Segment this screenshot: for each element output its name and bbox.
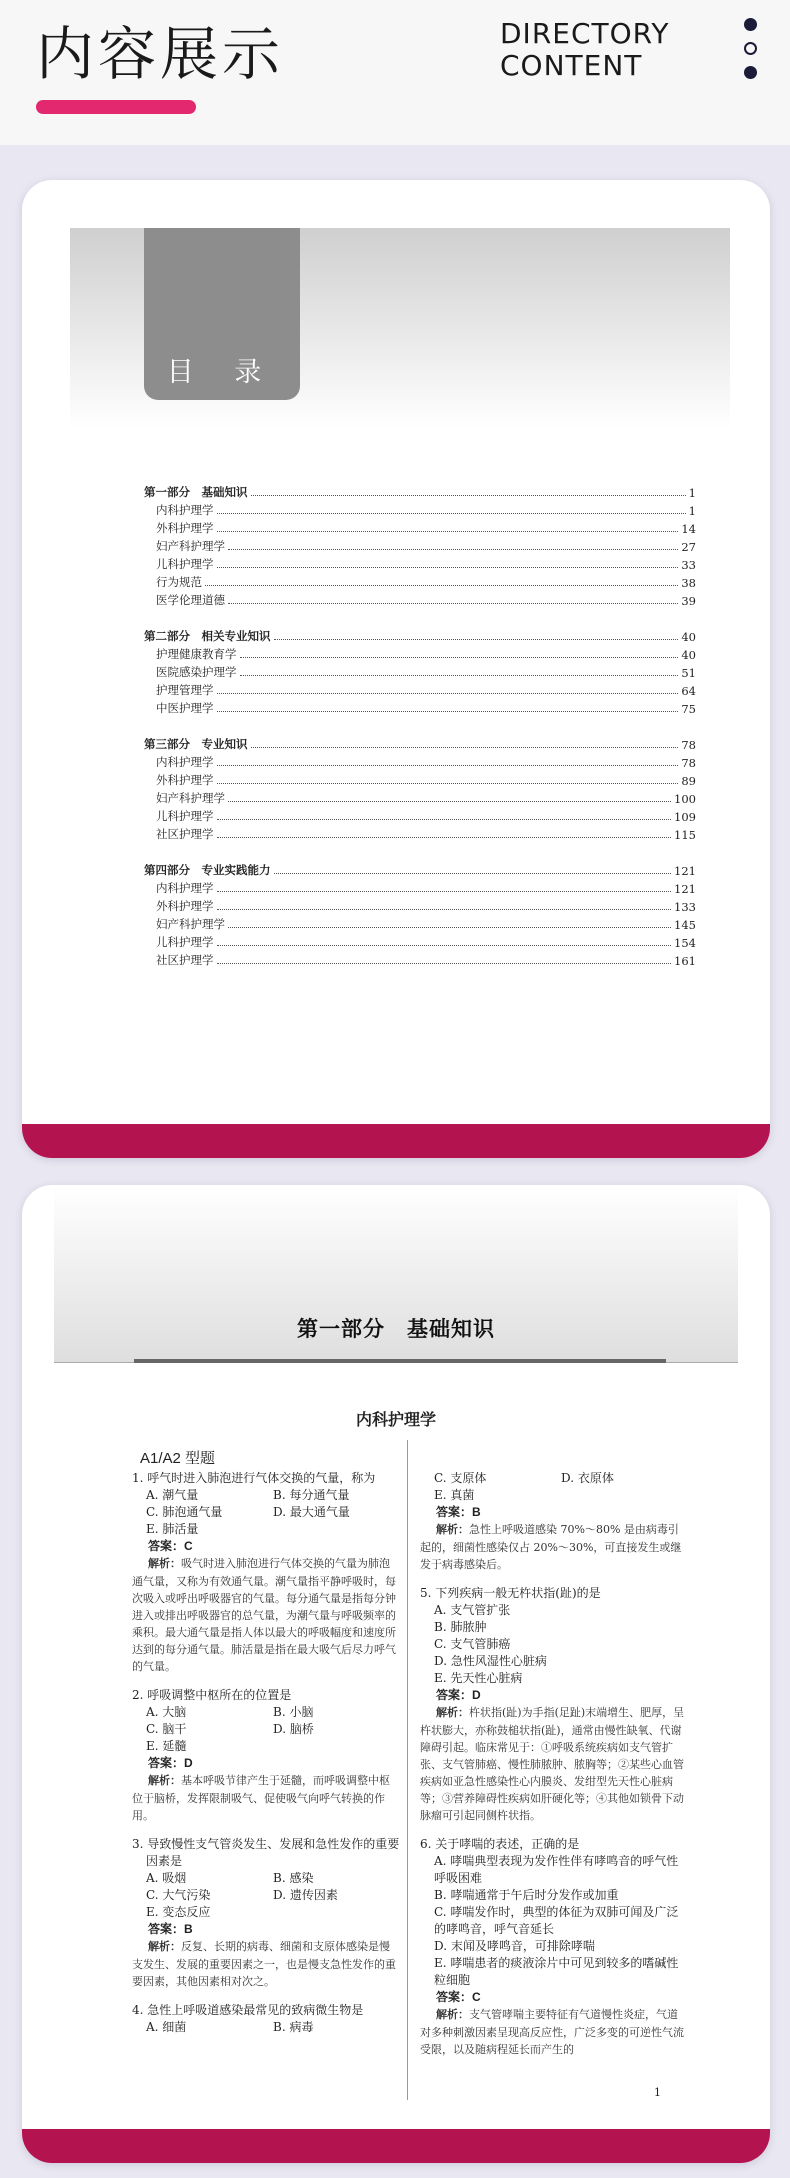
toc-entry xyxy=(144,518,696,536)
toc-entry-page: 161 xyxy=(674,954,696,968)
question-option: D. 急性风湿性心脏病 xyxy=(434,1654,547,1668)
toc-entry-title: 行为规范 xyxy=(156,575,202,589)
toc-entry-page: 40 xyxy=(681,648,696,662)
toc-part-title: 第一部分 基础知识 xyxy=(144,485,248,499)
toc-entry-title: 护理健康教育学 xyxy=(156,647,237,661)
analysis-label: 解析： xyxy=(148,1941,181,1953)
answer-line: 答案：C xyxy=(148,1539,193,1553)
question-item xyxy=(132,1470,400,1675)
analysis-label: 解析： xyxy=(436,2009,469,2021)
toc-entry-page: 1 xyxy=(688,504,696,518)
header-english-line1: DIRECTORY xyxy=(500,17,670,50)
question-stem: 6. 关于哮喘的表述，正确的是 xyxy=(420,1837,580,1851)
sample-page-card xyxy=(22,1185,770,2163)
question-item xyxy=(420,1836,688,2058)
analysis-label: 解析： xyxy=(436,1524,469,1536)
analysis-body: 基本呼吸节律产生于延髓，而呼吸调整中枢位于脑桥，发挥限制吸气、促使吸气向呼气转换的作用。 xyxy=(132,1774,390,1822)
toc-part xyxy=(144,734,696,752)
analysis-body: 杵状指(趾)为手指(足趾)末端增生、肥厚，呈杵状膨大，亦称鼓槌状指(趾)，通常由慢性缺氧、代谢障碍引起。临床常见于：①呼吸系统疾病如支气管扩张、支气管肺癌、慢性肺脓肿、脓胸等；②某些心血管疾病如亚急性感染性心内膜炎、发绀型先天性心脏病等；③营养障碍性疾病如肝硬化等；④其他如锁骨下动脉瘤可引起同侧杵状指。 xyxy=(420,1706,685,1822)
header-title: 内容展示 xyxy=(36,20,285,88)
toc-entry xyxy=(144,914,696,932)
toc-entry-title: 社区护理学 xyxy=(156,827,214,841)
question-option: C. 支气管肺癌 xyxy=(434,1637,511,1651)
question-option: C. 大气污染 xyxy=(146,1888,211,1902)
header-english xyxy=(500,18,669,82)
header-accent-bar xyxy=(36,100,196,114)
divider-thick xyxy=(134,1359,666,1363)
answer-line: 答案：D xyxy=(436,1688,481,1702)
dot-leader xyxy=(251,495,686,496)
toc-entry-title: 内科护理学 xyxy=(156,881,214,895)
toc-entry xyxy=(144,536,696,554)
dot-leader xyxy=(217,693,679,694)
toc-part-title: 第二部分 相关专业知识 xyxy=(144,629,271,643)
toc-entry xyxy=(144,680,696,698)
dot-leader xyxy=(205,585,678,586)
toc-entry-page: 145 xyxy=(674,918,696,932)
dot-leader xyxy=(217,837,672,838)
question-item xyxy=(420,1470,688,1573)
toc-entry-title: 医学伦理道德 xyxy=(156,593,225,607)
toc-group xyxy=(144,626,696,716)
toc-entry-page: 100 xyxy=(674,792,696,806)
toc-entry xyxy=(144,770,696,788)
toc-entry-page: 115 xyxy=(674,828,696,842)
dot-leader xyxy=(240,657,679,658)
question-options xyxy=(132,1487,400,1538)
toc-entry xyxy=(144,932,696,950)
question-options xyxy=(420,1602,688,1687)
question-option: D. 末闻及哮鸣音，可排除哮喘 xyxy=(434,1939,595,1953)
answer-line: 答案：D xyxy=(148,1756,193,1770)
toc-entry-page: 33 xyxy=(681,558,696,572)
question-item xyxy=(132,1687,400,1824)
question-option: C. 支原体 xyxy=(434,1471,487,1485)
dot-leader xyxy=(217,891,672,892)
toc-entry-page: 75 xyxy=(681,702,696,716)
dot-leader xyxy=(217,909,672,910)
toc-entry-title: 护理管理学 xyxy=(156,683,214,697)
question-options xyxy=(420,1470,688,1504)
toc-entry-title: 外科护理学 xyxy=(156,521,214,535)
toc-part-page: 121 xyxy=(674,864,696,878)
dot-leader xyxy=(274,873,672,874)
dot-leader xyxy=(274,639,679,640)
dot-leader xyxy=(217,945,672,946)
section-title: 第一部分 基础知识 xyxy=(297,1316,495,1341)
toc-entry-page: 109 xyxy=(674,810,696,824)
dot-leader xyxy=(228,549,678,550)
question-option: C. 哮喘发作时，典型的体征为双肺可闻及广泛的哮鸣音，呼气音延长 xyxy=(434,1905,679,1936)
toc-group xyxy=(144,482,696,608)
answer-line: 答案：C xyxy=(436,1990,481,2004)
toc-entry-page: 154 xyxy=(674,936,696,950)
answer-line: 答案：B xyxy=(148,1922,193,1936)
toc-entry-title: 社区护理学 xyxy=(156,953,214,967)
toc-part-title: 第三部分 专业知识 xyxy=(144,737,248,751)
toc-entry-title: 内科护理学 xyxy=(156,503,214,517)
toc-entry-title: 妇产科护理学 xyxy=(156,791,225,805)
toc-list xyxy=(144,482,696,986)
toc-entry xyxy=(144,590,696,608)
toc-group xyxy=(144,860,696,968)
toc-entry xyxy=(144,878,696,896)
dot-leader xyxy=(228,801,671,802)
toc-group xyxy=(144,734,696,842)
dot-leader xyxy=(217,765,679,766)
toc-entry-title: 儿科护理学 xyxy=(156,557,214,571)
analysis-label: 解析： xyxy=(148,1775,181,1787)
toc-entry-page: 27 xyxy=(681,540,696,554)
page-header xyxy=(0,0,790,145)
toc-entry xyxy=(144,950,696,968)
question-stem: 3. 导致慢性支气管炎发生、发展和急性发作的重要因素是 xyxy=(132,1837,400,1868)
toc-entry-page: 38 xyxy=(681,576,696,590)
analysis-text xyxy=(420,1704,688,1824)
toc-entry-page: 78 xyxy=(681,756,696,770)
analysis-body: 反复、长期的病毒、细菌和支原体感染是慢支发生、发展的重要因素之一，也是慢支急性发作的重要因素，其他因素相对次之。 xyxy=(132,1940,396,1988)
question-option: E. 先天性心脏病 xyxy=(434,1671,523,1685)
toc-entry-page: 133 xyxy=(674,900,696,914)
toc-label: 目 录 xyxy=(166,357,278,388)
toc-entry-page: 64 xyxy=(681,684,696,698)
question-option: B. 病毒 xyxy=(273,2020,314,2034)
question-option: D. 遗传因素 xyxy=(273,1888,338,1902)
toc-entry-title: 妇产科护理学 xyxy=(156,539,225,553)
card-footer-bar xyxy=(22,2129,770,2163)
toc-entry xyxy=(144,572,696,590)
question-option: C. 脑干 xyxy=(146,1722,187,1736)
question-options xyxy=(132,2019,400,2036)
question-stem: 2. 呼吸调整中枢所在的位置是 xyxy=(132,1688,292,1702)
analysis-text xyxy=(132,1938,400,1990)
analysis-text xyxy=(420,1521,688,1573)
analysis-text xyxy=(420,2006,688,2058)
toc-entry-title: 内科护理学 xyxy=(156,755,214,769)
question-option: A. 支气管扩张 xyxy=(434,1603,511,1617)
pager-dot-filled-icon xyxy=(744,66,757,79)
question-type: A1/A2 型题 xyxy=(140,1450,216,1467)
question-option: D. 脑桥 xyxy=(273,1722,314,1736)
header-english-line2: CONTENT xyxy=(500,49,643,82)
toc-entry-title: 妇产科护理学 xyxy=(156,917,225,931)
toc-entry-page: 51 xyxy=(681,666,696,680)
toc-entry-title: 外科护理学 xyxy=(156,773,214,787)
question-option: E. 变态反应 xyxy=(146,1905,211,1919)
toc-entry xyxy=(144,662,696,680)
question-stem: 4. 急性上呼吸道感染最常见的致病微生物是 xyxy=(132,2003,364,2017)
analysis-body: 支气管哮喘主要特征有气道慢性炎症，气道对多种刺激因素呈现高反应性，广泛多变的可逆性气流受限，以及随病程延长而产生的 xyxy=(420,2008,684,2056)
analysis-text xyxy=(132,1555,400,1675)
dot-leader xyxy=(217,531,679,532)
question-option: D. 最大通气量 xyxy=(273,1505,350,1519)
answer-line: 答案：B xyxy=(436,1505,481,1519)
dot-leader xyxy=(228,603,678,604)
analysis-body: 急性上呼吸道感染 70%～80% 是由病毒引起的，细菌性感染仅占 20%～30%，可直接发生或继发于病毒感染后。 xyxy=(420,1523,682,1571)
question-option: A. 大脑 xyxy=(146,1705,187,1719)
toc-entry-title: 医院感染护理学 xyxy=(156,665,237,679)
toc-entry xyxy=(144,788,696,806)
toc-entry-page: 89 xyxy=(681,774,696,788)
analysis-body: 吸气时进入肺泡进行气体交换的气量为肺泡通气量，又称为有效通气量。潮气量指平静呼吸时，每次吸入或呼出呼吸器官的气量。每分通气量是指每分钟进入或排出呼吸器官的总气量，为潮气量与呼吸频率的乘积。最大通气量是指人体以最大的呼吸幅度和速度所达到的每分通气量。肺活量是指在最大吸气后尽力呼气的气量。 xyxy=(132,1557,396,1673)
dot-leader xyxy=(240,675,679,676)
dot-leader xyxy=(217,783,679,784)
question-option: B. 肺脓肿 xyxy=(434,1620,487,1634)
question-column-left xyxy=(132,1470,400,2048)
toc-entry xyxy=(144,500,696,518)
toc-entry xyxy=(144,554,696,572)
question-option: C. 肺泡通气量 xyxy=(146,1505,223,1519)
question-option: B. 感染 xyxy=(273,1871,314,1885)
pager-dot-outline-icon xyxy=(744,42,757,55)
question-option: A. 潮气量 xyxy=(146,1488,199,1502)
analysis-text xyxy=(132,1772,400,1824)
toc-card xyxy=(22,180,770,1158)
question-option: A. 哮喘典型表现为发作性伴有哮鸣音的呼气性呼吸困难 xyxy=(434,1854,679,1885)
dot-leader xyxy=(217,567,679,568)
toc-part xyxy=(144,482,696,500)
dot-leader xyxy=(217,711,679,712)
question-item xyxy=(420,1585,688,1824)
question-stem: 1. 呼气时进入肺泡进行气体交换的气量，称为 xyxy=(132,1471,376,1485)
toc-part-title: 第四部分 专业实践能力 xyxy=(144,863,271,877)
toc-entry xyxy=(144,806,696,824)
analysis-label: 解析： xyxy=(436,1707,469,1719)
dot-leader xyxy=(217,819,672,820)
question-options xyxy=(420,1853,688,1989)
question-stem: 5. 下列疾病一般无杵状指(趾)的是 xyxy=(420,1586,601,1600)
toc-entry-page: 39 xyxy=(681,594,696,608)
question-option: D. 衣原体 xyxy=(561,1471,614,1485)
toc-entry-title: 儿科护理学 xyxy=(156,935,214,949)
toc-entry-title: 外科护理学 xyxy=(156,899,214,913)
toc-entry xyxy=(144,752,696,770)
dot-leader xyxy=(251,747,679,748)
toc-entry-title: 儿科护理学 xyxy=(156,809,214,823)
question-column-right xyxy=(420,1470,688,2070)
question-option: B. 哮喘通常于午后时分发作或加重 xyxy=(434,1888,619,1902)
toc-part-page: 40 xyxy=(681,630,696,644)
dot-leader xyxy=(217,963,672,964)
page-number: 1 xyxy=(654,2086,661,2099)
question-option: E. 延髓 xyxy=(146,1739,187,1753)
question-option: A. 吸烟 xyxy=(146,1871,187,1885)
question-options xyxy=(132,1704,400,1755)
dot-leader xyxy=(228,927,671,928)
toc-entry xyxy=(144,824,696,842)
question-option: E. 肺活量 xyxy=(146,1522,199,1536)
dot-leader xyxy=(217,513,686,514)
toc-part xyxy=(144,860,696,878)
question-option: E. 哮喘患者的痰液涂片中可见到较多的嗜碱性粒细胞 xyxy=(434,1956,679,1987)
toc-part-page: 1 xyxy=(688,486,696,500)
pager-dots xyxy=(744,18,760,90)
toc-entry xyxy=(144,896,696,914)
question-option: B. 每分通气量 xyxy=(273,1488,350,1502)
chapter-title: 内科护理学 xyxy=(355,1410,436,1429)
toc-part xyxy=(144,626,696,644)
column-divider xyxy=(407,1440,408,2100)
toc-part-page: 78 xyxy=(681,738,696,752)
question-option: B. 小脑 xyxy=(273,1705,314,1719)
pager-dot-filled-icon xyxy=(744,18,757,31)
card-footer-bar xyxy=(22,1124,770,1158)
toc-entry-page: 121 xyxy=(674,882,696,896)
question-option: E. 真菌 xyxy=(434,1488,475,1502)
toc-entry xyxy=(144,698,696,716)
analysis-label: 解析： xyxy=(148,1558,181,1570)
question-option: A. 细菌 xyxy=(146,2020,187,2034)
toc-entry-title: 中医护理学 xyxy=(156,701,214,715)
toc-entry xyxy=(144,644,696,662)
question-options xyxy=(132,1870,400,1921)
toc-entry-page: 14 xyxy=(681,522,696,536)
question-item xyxy=(132,1836,400,1990)
question-item xyxy=(132,2002,400,2036)
